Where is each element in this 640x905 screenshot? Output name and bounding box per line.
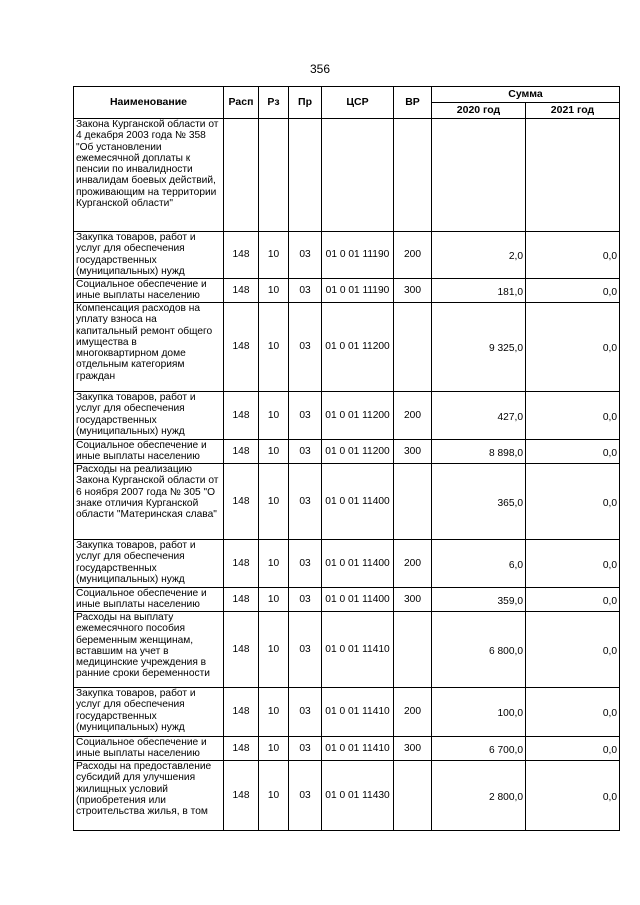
row-sum-2020: 359,0 (432, 588, 526, 612)
table-row (74, 540, 620, 588)
row-name: Закупка товаров, работ и услуг для обеспечения государственных (муниципальных) нужд (74, 392, 224, 440)
row-rasp: 148 (224, 540, 259, 588)
row-rz: 10 (259, 588, 289, 612)
col-header-name: Наименование (74, 87, 224, 119)
row-pr: 03 (289, 540, 322, 588)
row-rz: 10 (259, 612, 289, 688)
row-sum-2020: 2,0 (432, 232, 526, 279)
row-csr: 01 0 01 11200 (322, 392, 394, 440)
table-row (74, 688, 620, 737)
row-sum-2021: 0,0 (526, 688, 620, 737)
table-row (74, 612, 620, 688)
row-name: Социальное обеспечение и иные выплаты населению (74, 737, 224, 761)
row-rz: 10 (259, 761, 289, 831)
row-vr: 200 (394, 540, 432, 588)
row-name: Закупка товаров, работ и услуг для обеспечения государственных (муниципальных) нужд (74, 232, 224, 279)
row-sum-2020: 100,0 (432, 688, 526, 737)
row-pr: 03 (289, 737, 322, 761)
row-csr: 01 0 01 11410 (322, 612, 394, 688)
row-vr: 300 (394, 737, 432, 761)
row-vr: 200 (394, 232, 432, 279)
row-sum-2021: 0,0 (526, 279, 620, 303)
row-rasp (224, 119, 259, 232)
row-sum-2020: 8 898,0 (432, 440, 526, 464)
row-rasp: 148 (224, 588, 259, 612)
col-header-rasp: Расп (224, 87, 259, 119)
row-sum-2021: 0,0 (526, 464, 620, 540)
row-rasp: 148 (224, 232, 259, 279)
row-sum-2021: 0,0 (526, 303, 620, 392)
col-header-pr: Пр (289, 87, 322, 119)
row-name: Расходы на выплату ежемесячного пособия беременным женщинам, вставшим на учет в медицинские учреждения в ранние сроки беременности (74, 612, 224, 688)
row-name: Социальное обеспечение и иные выплаты населению (74, 279, 224, 303)
row-name: Расходы на реализацию Закона Курганской области от 6 ноября 2007 года № 305 "О знаке отличия Курганской области "Материнская слава" (74, 464, 224, 540)
row-vr: 300 (394, 588, 432, 612)
row-sum-2021 (526, 119, 620, 232)
row-name: Расходы на предоставление субсидий для улучшения жилищных условий (приобретения или строительства жилья, в том (74, 761, 224, 831)
row-sum-2020: 2 800,0 (432, 761, 526, 831)
table-row (74, 279, 620, 303)
row-rz: 10 (259, 688, 289, 737)
row-sum-2021: 0,0 (526, 761, 620, 831)
row-rz (259, 119, 289, 232)
row-rasp: 148 (224, 279, 259, 303)
col-header-2021: 2021 год (526, 103, 620, 119)
row-csr: 01 0 01 11400 (322, 464, 394, 540)
row-name: Социальное обеспечение и иные выплаты населению (74, 440, 224, 464)
table-row (74, 440, 620, 464)
row-csr: 01 0 01 11410 (322, 688, 394, 737)
row-sum-2020: 6 700,0 (432, 737, 526, 761)
row-csr: 01 0 01 11200 (322, 440, 394, 464)
row-name: Закона Курганской области от 4 декабря 2003 года № 358 "Об установлении ежемесячной доплаты к пенсии по инвалидности инвалидам боевых действий, проживающим на территории Курганской области" (74, 119, 224, 232)
row-vr: 200 (394, 392, 432, 440)
row-pr: 03 (289, 464, 322, 540)
table-row (74, 119, 620, 232)
col-header-rz: Рз (259, 87, 289, 119)
row-vr: 200 (394, 688, 432, 737)
row-sum-2020: 365,0 (432, 464, 526, 540)
row-rz: 10 (259, 232, 289, 279)
row-sum-2021: 0,0 (526, 392, 620, 440)
row-pr: 03 (289, 612, 322, 688)
row-sum-2020: 6,0 (432, 540, 526, 588)
budget-table (73, 86, 620, 831)
row-rasp: 148 (224, 737, 259, 761)
col-header-sum: Сумма (432, 87, 620, 103)
row-sum-2021: 0,0 (526, 440, 620, 464)
row-rz: 10 (259, 279, 289, 303)
row-csr (322, 119, 394, 232)
row-rasp: 148 (224, 612, 259, 688)
row-pr: 03 (289, 440, 322, 464)
row-name: Закупка товаров, работ и услуг для обеспечения государственных (муниципальных) нужд (74, 688, 224, 737)
row-vr: 300 (394, 279, 432, 303)
row-rz: 10 (259, 737, 289, 761)
col-header-csr: ЦСР (322, 87, 394, 119)
row-pr: 03 (289, 688, 322, 737)
row-rasp: 148 (224, 464, 259, 540)
header-row-1 (74, 87, 620, 103)
row-sum-2021: 0,0 (526, 232, 620, 279)
row-sum-2021: 0,0 (526, 588, 620, 612)
table-row (74, 761, 620, 831)
row-csr: 01 0 01 11190 (322, 232, 394, 279)
row-pr: 03 (289, 588, 322, 612)
row-sum-2020: 9 325,0 (432, 303, 526, 392)
row-rz: 10 (259, 303, 289, 392)
row-pr: 03 (289, 232, 322, 279)
col-header-2020: 2020 год (432, 103, 526, 119)
row-csr: 01 0 01 11200 (322, 303, 394, 392)
row-vr (394, 761, 432, 831)
table-row (74, 588, 620, 612)
row-rz: 10 (259, 464, 289, 540)
row-sum-2021: 0,0 (526, 540, 620, 588)
row-rasp: 148 (224, 303, 259, 392)
row-sum-2020 (432, 119, 526, 232)
row-pr: 03 (289, 761, 322, 831)
row-rz: 10 (259, 540, 289, 588)
row-pr: 03 (289, 279, 322, 303)
row-name: Компенсация расходов на уплату взноса на капитальный ремонт общего имущества в многоквартирном доме отдельным категориям граждан (74, 303, 224, 392)
row-csr: 01 0 01 11400 (322, 540, 394, 588)
row-rasp: 148 (224, 392, 259, 440)
row-name: Закупка товаров, работ и услуг для обеспечения государственных (муниципальных) нужд (74, 540, 224, 588)
row-csr: 01 0 01 11190 (322, 279, 394, 303)
row-rz: 10 (259, 440, 289, 464)
row-csr: 01 0 01 11410 (322, 737, 394, 761)
row-vr (394, 464, 432, 540)
table-row (74, 392, 620, 440)
row-rz: 10 (259, 392, 289, 440)
table-row (74, 232, 620, 279)
row-rasp: 148 (224, 440, 259, 464)
row-vr: 300 (394, 440, 432, 464)
row-pr: 03 (289, 303, 322, 392)
row-name: Социальное обеспечение и иные выплаты населению (74, 588, 224, 612)
row-sum-2021: 0,0 (526, 612, 620, 688)
row-vr (394, 303, 432, 392)
row-csr: 01 0 01 11400 (322, 588, 394, 612)
row-vr (394, 612, 432, 688)
row-sum-2020: 181,0 (432, 279, 526, 303)
table-row (74, 737, 620, 761)
table-row (74, 464, 620, 540)
row-rasp: 148 (224, 761, 259, 831)
table-body (74, 119, 620, 831)
row-sum-2020: 427,0 (432, 392, 526, 440)
row-sum-2020: 6 800,0 (432, 612, 526, 688)
row-sum-2021: 0,0 (526, 737, 620, 761)
row-csr: 01 0 01 11430 (322, 761, 394, 831)
page-number: 356 (309, 62, 331, 76)
table-row (74, 303, 620, 392)
row-vr (394, 119, 432, 232)
row-rasp: 148 (224, 688, 259, 737)
row-pr (289, 119, 322, 232)
row-pr: 03 (289, 392, 322, 440)
col-header-vr: ВР (394, 87, 432, 119)
